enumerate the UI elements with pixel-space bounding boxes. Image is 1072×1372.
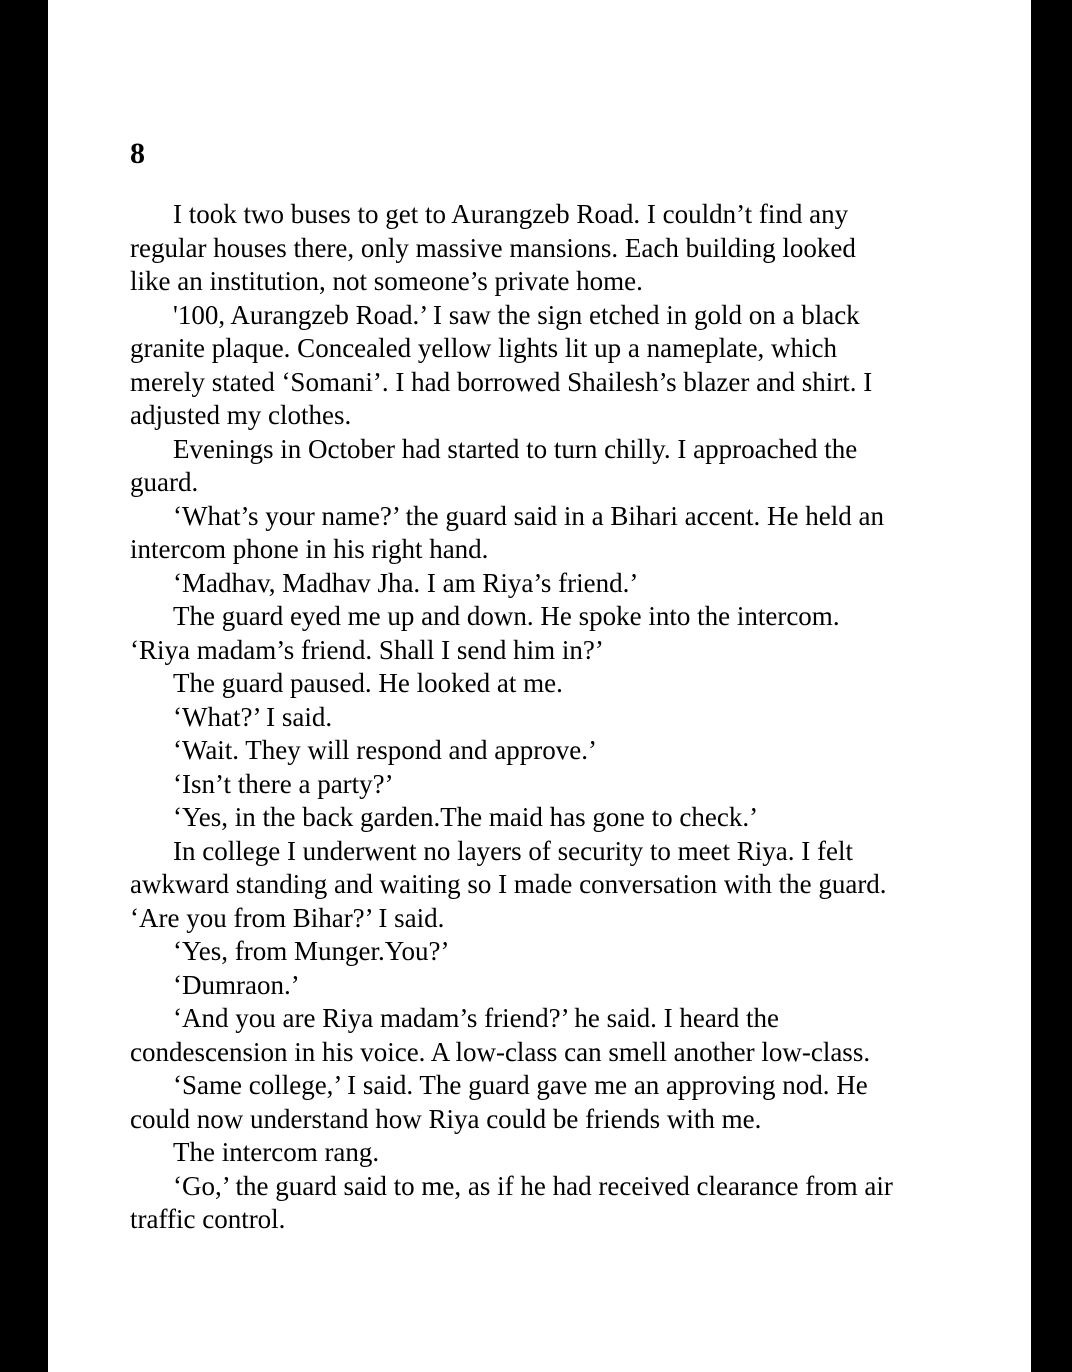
paragraph bbox=[130, 567, 960, 601]
text-line: could now understand how Riya could be friends with me. bbox=[130, 1103, 762, 1134]
text-line: The intercom rang. bbox=[173, 1137, 380, 1167]
paragraph bbox=[130, 299, 960, 433]
paragraph bbox=[130, 801, 960, 835]
text-line: adjusted my clothes. bbox=[130, 400, 352, 430]
paragraph bbox=[130, 667, 960, 701]
paragraph bbox=[130, 1170, 960, 1237]
text-line: '100, Aurangzeb Road.’ I saw the sign etched in gold on a black bbox=[173, 299, 860, 330]
paragraph bbox=[130, 500, 960, 567]
paragraph bbox=[130, 701, 960, 735]
text-line: ‘What’s your name?’ the guard said in a Bihari accent. He held an bbox=[173, 500, 884, 531]
text-line: ‘Yes, in the back garden.The maid has gone to check.’ bbox=[173, 802, 759, 832]
text-line: The guard paused. He looked at me. bbox=[173, 668, 563, 698]
text-line: condescension in his voice. A low-class can smell another low-class. bbox=[130, 1036, 871, 1067]
paragraph bbox=[130, 768, 960, 802]
text-line: Evenings in October had started to turn chilly. I approached the bbox=[173, 433, 858, 464]
text-line: ‘Wait. They will respond and approve.’ bbox=[173, 735, 597, 765]
text-line: granite plaque. Concealed yellow lights lit up a nameplate, which bbox=[130, 333, 838, 363]
paragraph bbox=[130, 969, 960, 1003]
text-line: ‘Are you from Bihar?’ I said. bbox=[130, 902, 445, 933]
text-line: ‘Same college,’ I said. The guard gave me an approving nod. He bbox=[173, 1070, 868, 1100]
paragraph bbox=[130, 734, 960, 768]
text-line: In college I underwent no layers of security to meet Riya. I felt bbox=[173, 835, 854, 866]
text-line: regular houses there, only massive mansions. Each building looked bbox=[130, 232, 856, 263]
text-line: guard. bbox=[130, 467, 199, 497]
paragraph bbox=[130, 1069, 960, 1136]
text-line: ‘And you are Riya madam’s friend?’ he said. I heard the bbox=[173, 1003, 780, 1033]
paragraph bbox=[130, 935, 960, 969]
text-line: ‘Dumraon.’ bbox=[173, 969, 300, 1000]
book-page bbox=[48, 0, 1031, 1372]
text-line: ‘What?’ I said. bbox=[173, 701, 333, 732]
text-line: ‘Madhav, Madhav Jha. I am Riya’s friend.’ bbox=[173, 567, 639, 598]
text-line: ‘Yes, from Munger.You?’ bbox=[173, 936, 450, 966]
text-line: like an institution, not someone’s private home. bbox=[130, 266, 643, 296]
paragraph bbox=[130, 1002, 960, 1069]
text-line: awkward standing and waiting so I made conversation with the guard. bbox=[130, 869, 887, 899]
text-line: ‘Go,’ the guard said to me, as if he had received clearance from air bbox=[173, 1170, 893, 1201]
paragraph bbox=[130, 433, 960, 500]
text-line: traffic control. bbox=[130, 1204, 286, 1234]
paragraph bbox=[130, 198, 960, 299]
text-line: merely stated ‘Somani’. I had borrowed Shailesh’s blazer and shirt. I bbox=[130, 366, 873, 397]
text-line: ‘Isn’t there a party?’ bbox=[173, 768, 394, 799]
text-line: I took two buses to get to Aurangzeb Road. I couldn’t find any bbox=[173, 199, 849, 229]
text-line: The guard eyed me up and down. He spoke into the intercom. bbox=[173, 601, 840, 631]
text-line: ‘Riya madam’s friend. Shall I send him in?’ bbox=[130, 634, 604, 665]
text-line: intercom phone in his right hand. bbox=[130, 534, 489, 564]
chapter-number: 8 bbox=[130, 137, 145, 170]
paragraph bbox=[130, 600, 960, 667]
chapter-body bbox=[130, 198, 960, 1237]
paragraph bbox=[130, 835, 960, 936]
paragraph bbox=[130, 1136, 960, 1170]
